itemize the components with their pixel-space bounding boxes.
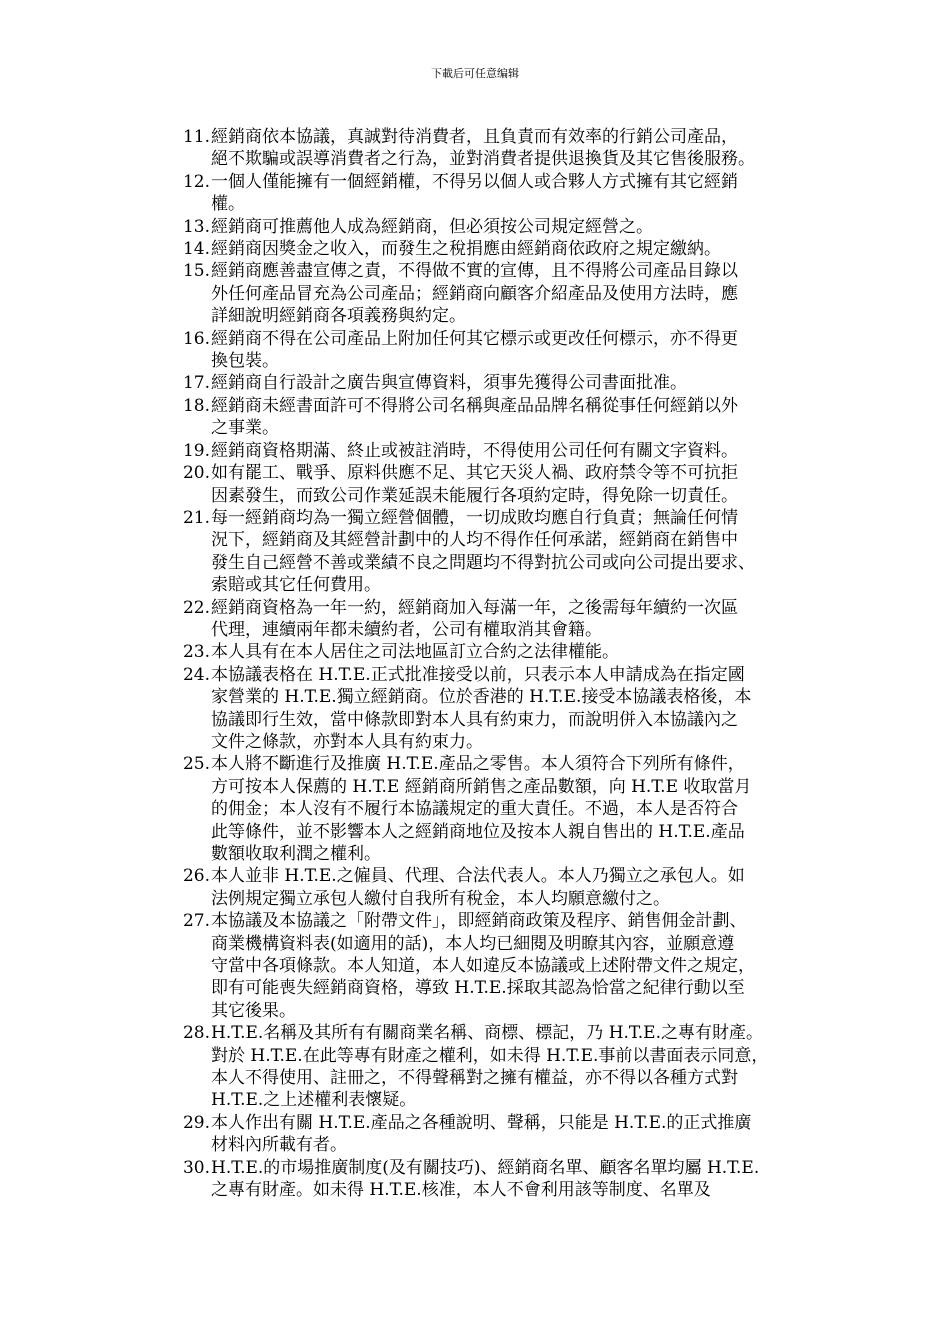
clause-number: 18. [182, 395, 210, 416]
clause-number: 15. [182, 261, 210, 282]
clause-text-line: 即有可能喪失經銷商資格，導致 H.T.E.採取其認為恰當之紀律行動以至 [211, 978, 745, 999]
clause-text-line: 其它後果。 [211, 1000, 296, 1021]
clause-text-line: 權。 [211, 194, 245, 215]
clause-item [176, 507, 826, 597]
clause-text-line: 經銷商應善盡宣傳之責，不得做不實的宣傳，且不得將公司產品目錄以 [211, 261, 738, 282]
clause-text-line: 經銷商因獎金之收入，而發生之稅捐應由經銷商依政府之規定繳納。 [211, 239, 721, 260]
clause-number: 20. [182, 463, 210, 484]
clause-list [176, 126, 826, 1202]
clause-text-line: 家營業的 H.T.E.獨立經銷商。位於香港的 H.T.E.接受本協議表格後，本 [211, 687, 752, 708]
clause-text-line: 的佣金；本人沒有不履行本協議規定的重大責任。不過，本人是否符合 [211, 799, 738, 820]
clause-text-line: 本協議表格在 H.T.E.正式批准接受以前，只表示本人申請成為在指定國 [211, 664, 745, 685]
clause-item [176, 395, 826, 440]
header-text: 下載后可任意编辑 [431, 67, 519, 80]
clause-text-line: 一個人僅能擁有一個經銷權，不得另以個人或合夥人方式擁有其它經銷 [211, 171, 738, 192]
clause-item [176, 1112, 826, 1157]
clause-number: 13. [182, 216, 210, 237]
clause-text-line: 法例規定獨立承包人繳付自我所有稅金，本人均願意繳付之。 [211, 888, 670, 909]
clause-text-line: 本協議及本協議之「附帶文件」，即經銷商政策及程序、銷售佣金計劃、 [211, 911, 747, 932]
clause-text-line: 經銷商自行設計之廣告與宣傳資料，須事先獲得公司書面批准。 [211, 373, 687, 394]
clause-text-line: 經銷商依本協議，真誠對待消費者，且負責而有效率的行銷公司產品， [211, 127, 738, 147]
page-header [0, 66, 950, 82]
clause-text [211, 753, 821, 865]
clause-text-line: 本人並非 H.T.E.之僱員、代理、合法代表人。本人乃獨立之承包人。如 [211, 866, 745, 887]
clause-text [211, 641, 821, 663]
clause-text-line: 經銷商資格期滿、終止或被註消時，不得使用公司任何有關文字資料。 [211, 440, 738, 461]
clause-text-line: 如有罷工、戰爭、原料供應不足、其它天災人禍、政府禁令等不可抗拒 [211, 463, 738, 484]
clause-text-line: 代理，連續兩年都未續約者，公司有權取消其會籍。 [211, 619, 602, 640]
clause-number: 27. [182, 911, 210, 932]
clause-text [211, 1112, 821, 1157]
clause-text-line: 絕不欺騙或誤導消費者之行為，並對消費者提供退換貨及其它售後服務。 [211, 149, 755, 170]
clause-number: 25. [182, 754, 210, 775]
clause-text [211, 372, 821, 394]
clause-text-line: 方可按本人保薦的 H.T.E 經銷商所銷售之產品數額，向 H.T.E 收取當月 [211, 776, 752, 797]
clause-text-line: 索賠或其它任何費用。 [211, 575, 381, 596]
clause-number: 28. [182, 1023, 210, 1044]
clause-text-line: 本人具有在本人居住之司法地區訂立合約之法律權能。 [211, 642, 619, 663]
clause-text [211, 171, 821, 216]
clause-item [176, 126, 826, 171]
clause-number: 26. [182, 866, 210, 887]
clause-number: 19. [182, 440, 210, 461]
clause-item [176, 372, 826, 394]
clause-item [176, 462, 826, 507]
clause-text [211, 664, 821, 754]
clause-text-line: 文件之條款，亦對本人具有約束力。 [211, 731, 483, 752]
clause-number: 14. [182, 239, 210, 260]
clause-number: 22. [182, 597, 210, 618]
clause-item [176, 328, 826, 373]
clause-text-line: H.T.E.名稱及其所有有關商業名稱、商標、標記，乃 H.T.E.之專有財產。 [211, 1023, 763, 1044]
clause-text [211, 1022, 821, 1112]
clause-text-line: 經銷商不得在公司產品上附加任何其它標示或更改任何標示，亦不得更 [211, 328, 738, 349]
clause-item [176, 910, 826, 1022]
clause-text [211, 507, 821, 597]
clause-item [176, 216, 826, 238]
clause-number: 16. [182, 328, 210, 349]
clause-text-line: 此等條件，並不影響本人之經銷商地位及按本人親自售出的 H.T.E.產品 [211, 821, 745, 842]
clause-text-line: 每一經銷商均為一獨立經營個體，一切成敗均應自行負責；無論任何情 [211, 507, 738, 528]
clause-text-line: 經銷商可推薦他人成為經銷商，但必須按公司規定經營之。 [211, 216, 653, 237]
clause-text [211, 395, 821, 440]
clause-text-line: 之事業。 [211, 418, 279, 439]
clause-item [176, 1157, 826, 1202]
clause-text-line: 換包裝。 [211, 351, 279, 372]
clause-text-line: 數額收取利潤之權利。 [211, 844, 381, 864]
clause-text-line: 守當中各項條款。本人知道，本人如違反本協議或上述附帶文件之規定， [211, 956, 755, 977]
clause-text-line: 商業機構資料表(如適用的話)，本人均已細閱及明瞭其內容，並願意遵 [211, 933, 735, 954]
clause-text [211, 328, 821, 373]
clause-text-line: 本人作出有關 H.T.E.產品之各種說明、聲稱，只能是 H.T.E.的正式推廣 [211, 1112, 752, 1133]
clause-text [211, 216, 821, 238]
clause-item [176, 440, 826, 462]
clause-text-line: 經銷商資格為一年一約，經銷商加入每滿一年，之後需每年續約一次區 [211, 597, 738, 618]
clause-item [176, 260, 826, 327]
clause-text-line: 經銷商未經書面許可不得將公司名稱與產品品牌名稱從事任何經銷以外 [211, 395, 738, 416]
clause-text [211, 597, 821, 642]
clause-text-line: 協議即行生效，當中條款即對本人具有約束力，而說明併入本協議內之 [211, 709, 738, 730]
clause-number: 17. [182, 373, 210, 394]
clause-text [211, 865, 821, 910]
clause-number: 30. [182, 1157, 210, 1178]
clause-item [176, 865, 826, 910]
clause-number: 29. [182, 1112, 210, 1133]
clause-text-line: 對於 H.T.E.在此等專有財產之權利，如未得 H.T.E.事前以書面表示同意， [211, 1045, 769, 1066]
clause-text-line: 詳細說明經銷商各項義務與約定。 [211, 306, 466, 327]
clause-text-line: 本人將不斷進行及推廣 H.T.E.產品之零售。本人須符合下列所有條件， [211, 754, 745, 775]
clause-item [176, 597, 826, 642]
clause-item [176, 238, 826, 260]
clause-text [211, 910, 821, 1022]
clause-number: 21. [182, 507, 210, 528]
clause-text-line: 況下，經銷商及其經營計劃中的人均不得作任何承諾，經銷商在銷售中 [211, 530, 738, 551]
clause-item [176, 753, 826, 865]
clause-text-line: 外任何產品冒充為公司產品；經銷商向顧客介紹產品及使用方法時，應 [211, 283, 738, 304]
clause-number: 23. [182, 642, 210, 663]
clause-item [176, 664, 826, 754]
clause-text-line: H.T.E.的市場推廣制度(及有關技巧)、經銷商名單、顧客名單均屬 H.T.E. [211, 1157, 760, 1178]
clause-number: 12. [182, 171, 210, 192]
clause-number: 24. [182, 664, 210, 685]
clause-text-line: 本人不得使用、註冊之，不得聲稱對之擁有權益，亦不得以各種方式對 [211, 1068, 738, 1089]
clause-text-line: 發生自己經營不善或業績不良之問題均不得對抗公司或向公司提出要求、 [211, 552, 755, 573]
clause-text-line: 因素發生，而致公司作業延誤未能履行各項約定時，得免除一切責任。 [211, 485, 738, 506]
clause-text-line: H.T.E.之上述權利表懷疑。 [211, 1090, 417, 1111]
clause-item [176, 641, 826, 663]
clause-text-line: 材料內所載有者。 [211, 1135, 347, 1156]
clause-text [211, 238, 821, 260]
clause-item [176, 1022, 826, 1112]
clause-text [211, 462, 821, 507]
clause-text [211, 1157, 821, 1202]
clause-number: 11. [182, 127, 210, 147]
clause-item [176, 171, 826, 216]
clause-text [211, 260, 821, 327]
clause-text-line: 之專有財產。如未得 H.T.E.核准，本人不會利用該等制度、名單及 [211, 1180, 711, 1201]
clause-text [211, 440, 821, 462]
clause-text [211, 126, 821, 171]
